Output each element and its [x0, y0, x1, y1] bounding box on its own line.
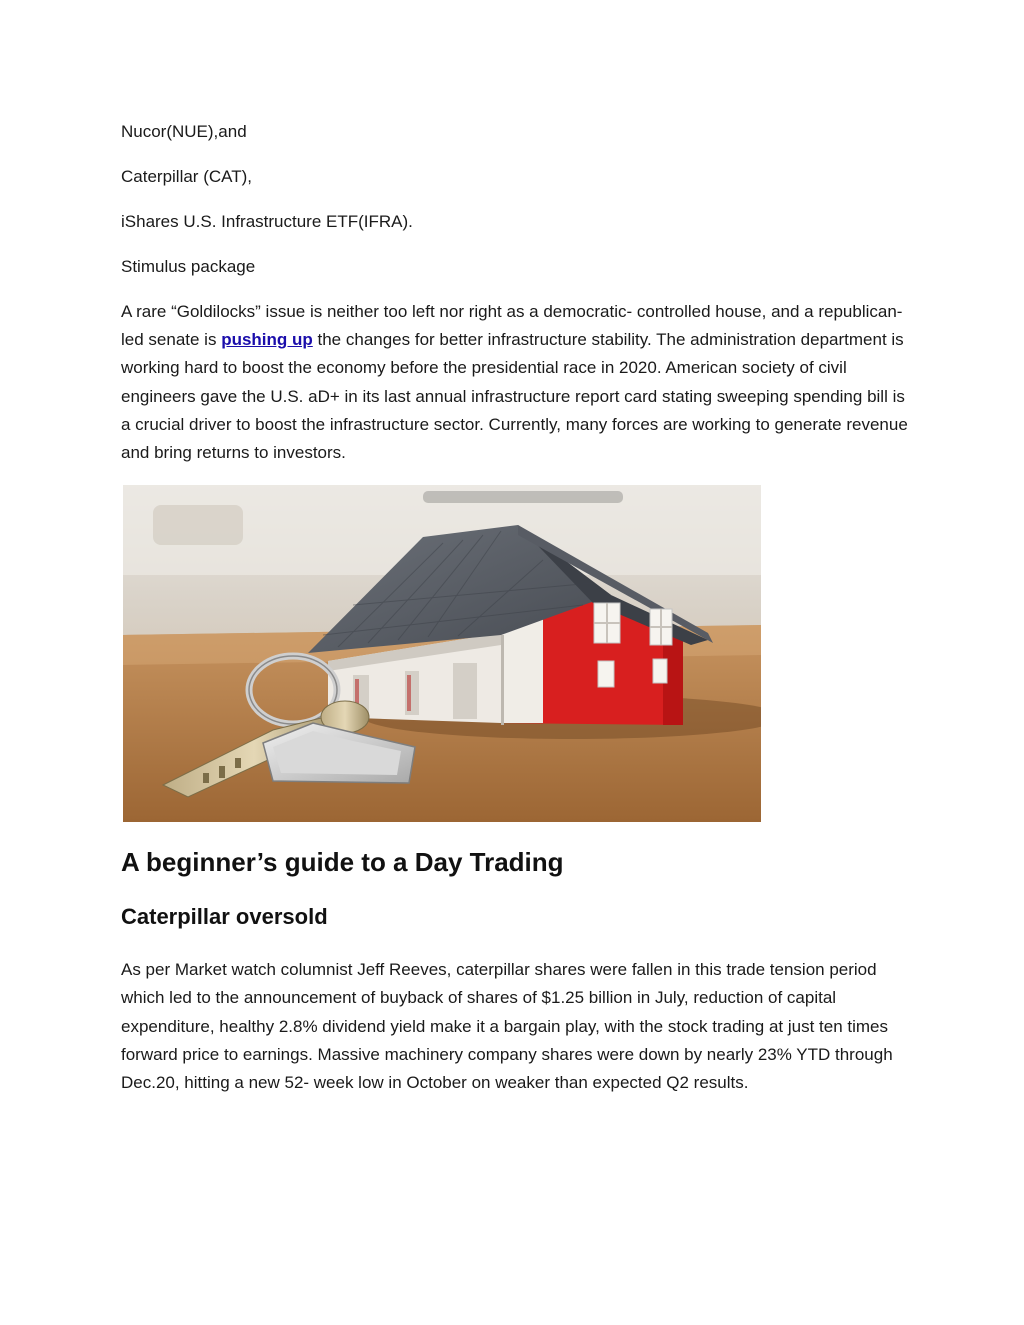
stock-line-nucor: Nucor(NUE),and [121, 122, 247, 141]
house-keys-photo [123, 485, 761, 822]
paragraph-text-start: A rare “Goldilocks” issue is neither too left nor right as a democratic- controlled house, and a republican-led senate is [121, 302, 903, 350]
paragraph-goldilocks [121, 298, 911, 467]
paragraph-text-end: the changes for better infrastructure stability. The administration department is working hard to boost the economy before the presidential race in 2020. American society of civil engineers gave the U.S. aD+ in its last annual infrastructure report card stating sweeping spending bill is a crucial driver to boost the infrastructure sector. Currently, many forces are working to generate revenue and bring returns to investors. [121, 330, 908, 463]
main-heading: A beginner’s guide to a Day Trading [121, 847, 564, 878]
pushing-up-link[interactable]: pushing up [221, 330, 313, 350]
section-label-stimulus: Stimulus package [121, 257, 256, 276]
document-page [121, 118, 911, 1097]
stock-line-ishares: iShares U.S. Infrastructure ETF(IFRA). [121, 212, 413, 231]
paragraph-caterpillar: As per Market watch columnist Jeff Reeves, caterpillar shares were fallen in this trade tension period which led to the announcement of buyback of shares of $1.25 billion in July, reduction of capital expenditure, healthy 2.8% dividend yield make it a bargain play, with the stock trading at just ten times forward price to earnings. Massive machinery company shares were down by nearly 23% YTD through Dec.20, hitting a new 52- week low in October on weaker than expected Q2 results. [121, 960, 893, 1093]
subheading-caterpillar: Caterpillar oversold [121, 904, 328, 930]
stock-line-caterpillar: Caterpillar (CAT), [121, 167, 252, 186]
